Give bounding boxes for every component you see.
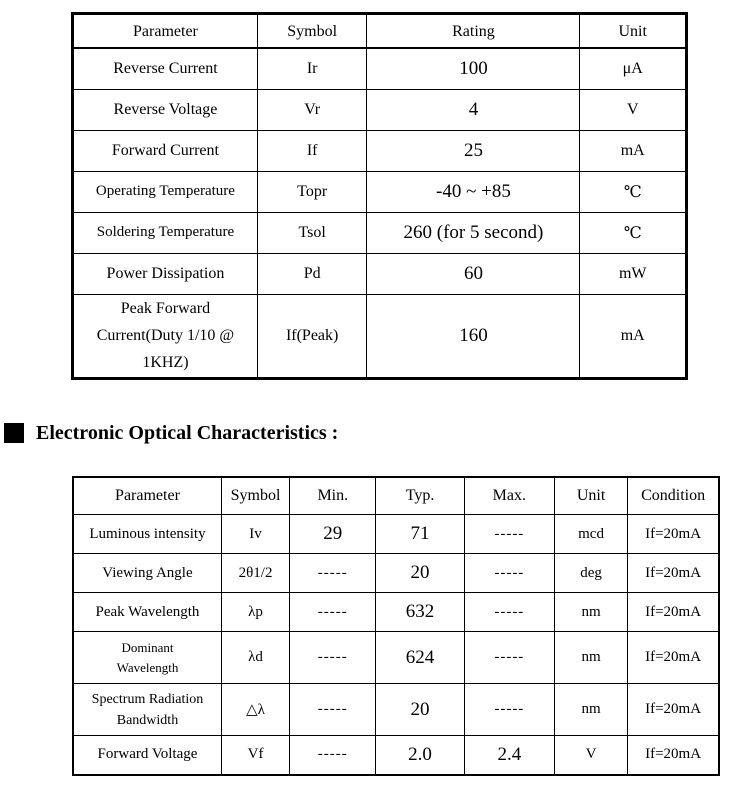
cell-symbol: If xyxy=(257,130,367,171)
cell-symbol: λp xyxy=(221,593,289,632)
cell-rating: 4 xyxy=(367,89,580,130)
table-row xyxy=(73,736,719,775)
header-condition: Condition xyxy=(628,477,719,515)
cell-parameter: Forward Current xyxy=(73,130,258,171)
cell-min: ----- xyxy=(290,593,376,632)
cell-typ: 20 xyxy=(376,684,464,736)
table-header-row xyxy=(73,14,687,49)
section-title: Electronic Optical Characteristics : xyxy=(36,421,339,444)
cell-max: ----- xyxy=(464,554,554,593)
table-row xyxy=(73,89,687,130)
cell-unit: deg xyxy=(554,554,627,593)
absolute-ratings-table xyxy=(71,12,688,380)
cell-parameter: Forward Voltage xyxy=(73,736,221,775)
cell-max: ----- xyxy=(464,632,554,684)
cell-min: ----- xyxy=(290,632,376,684)
cell-typ: 71 xyxy=(376,515,464,554)
cell-typ: 20 xyxy=(376,554,464,593)
cell-parameter: Operating Temperature xyxy=(73,171,258,212)
cell-symbol: 2θ1/2 xyxy=(221,554,289,593)
cell-symbol: Ir xyxy=(257,48,367,89)
cell-unit: mA xyxy=(580,294,687,378)
cell-min: 29 xyxy=(290,515,376,554)
cell-condition: If=20mA xyxy=(628,515,719,554)
cell-rating: -40 ~ +85 xyxy=(367,171,580,212)
cell-unit: mcd xyxy=(554,515,627,554)
cell-unit: nm xyxy=(554,632,627,684)
table-row xyxy=(73,554,719,593)
cell-parameter: Viewing Angle xyxy=(73,554,221,593)
table-row xyxy=(73,48,687,89)
cell-rating: 100 xyxy=(367,48,580,89)
header-rating: Rating xyxy=(367,14,580,49)
table-row xyxy=(73,632,719,684)
section-heading xyxy=(4,421,338,445)
table-header-row xyxy=(73,477,719,515)
cell-symbol: If(Peak) xyxy=(257,294,367,378)
cell-unit: V xyxy=(554,736,627,775)
cell-unit: mW xyxy=(580,253,687,294)
cell-parameter: Peak Wavelength xyxy=(73,593,221,632)
cell-parameter: Luminous intensity xyxy=(73,515,221,554)
cell-parameter: Power Dissipation xyxy=(73,253,258,294)
cell-symbol: Topr xyxy=(257,171,367,212)
optical-characteristics-table xyxy=(72,476,720,776)
table-row xyxy=(73,171,687,212)
cell-parameter: Peak Forward Current(Duty 1/10 @ 1KHZ) xyxy=(73,294,258,378)
cell-unit: nm xyxy=(554,684,627,736)
cell-symbol: Vf xyxy=(221,736,289,775)
cell-typ: 624 xyxy=(376,632,464,684)
cell-condition: If=20mA xyxy=(628,632,719,684)
header-typ: Typ. xyxy=(376,477,464,515)
cell-max: ----- xyxy=(464,515,554,554)
header-max: Max. xyxy=(464,477,554,515)
header-unit: Unit xyxy=(580,14,687,49)
header-min: Min. xyxy=(290,477,376,515)
cell-typ: 632 xyxy=(376,593,464,632)
cell-parameter: Soldering Temperature xyxy=(73,212,258,253)
table-row xyxy=(73,593,719,632)
cell-symbol: Pd xyxy=(257,253,367,294)
header-parameter: Parameter xyxy=(73,477,221,515)
cell-unit: nm xyxy=(554,593,627,632)
table-row xyxy=(73,294,687,378)
cell-symbol: Vr xyxy=(257,89,367,130)
cell-rating: 25 xyxy=(367,130,580,171)
cell-max: ----- xyxy=(464,684,554,736)
cell-condition: If=20mA xyxy=(628,684,719,736)
cell-unit: V xyxy=(580,89,687,130)
cell-typ: 2.0 xyxy=(376,736,464,775)
cell-min: ----- xyxy=(290,554,376,593)
cell-unit: ℃ xyxy=(580,171,687,212)
header-parameter: Parameter xyxy=(73,14,258,49)
header-symbol: Symbol xyxy=(257,14,367,49)
cell-max: 2.4 xyxy=(464,736,554,775)
table-row xyxy=(73,130,687,171)
cell-symbol: λd xyxy=(221,632,289,684)
cell-rating: 60 xyxy=(367,253,580,294)
cell-symbol: △λ xyxy=(221,684,289,736)
cell-parameter: Spectrum Radiation Bandwidth xyxy=(73,684,221,736)
cell-rating: 260 (for 5 second) xyxy=(367,212,580,253)
cell-min: ----- xyxy=(290,736,376,775)
header-symbol: Symbol xyxy=(221,477,289,515)
cell-condition: If=20mA xyxy=(628,593,719,632)
table-row xyxy=(73,212,687,253)
cell-unit: μA xyxy=(580,48,687,89)
cell-parameter: Reverse Current xyxy=(73,48,258,89)
cell-unit: ℃ xyxy=(580,212,687,253)
header-unit: Unit xyxy=(554,477,627,515)
cell-rating: 160 xyxy=(367,294,580,378)
cell-condition: If=20mA xyxy=(628,736,719,775)
table-row xyxy=(73,684,719,736)
cell-max: ----- xyxy=(464,593,554,632)
cell-unit: mA xyxy=(580,130,687,171)
square-bullet-icon xyxy=(4,423,24,443)
cell-symbol: Iv xyxy=(221,515,289,554)
table-row xyxy=(73,515,719,554)
cell-symbol: Tsol xyxy=(257,212,367,253)
cell-parameter: Reverse Voltage xyxy=(73,89,258,130)
cell-parameter: Dominant Wavelength xyxy=(73,632,221,684)
cell-condition: If=20mA xyxy=(628,554,719,593)
table-row xyxy=(73,253,687,294)
cell-min: ----- xyxy=(290,684,376,736)
